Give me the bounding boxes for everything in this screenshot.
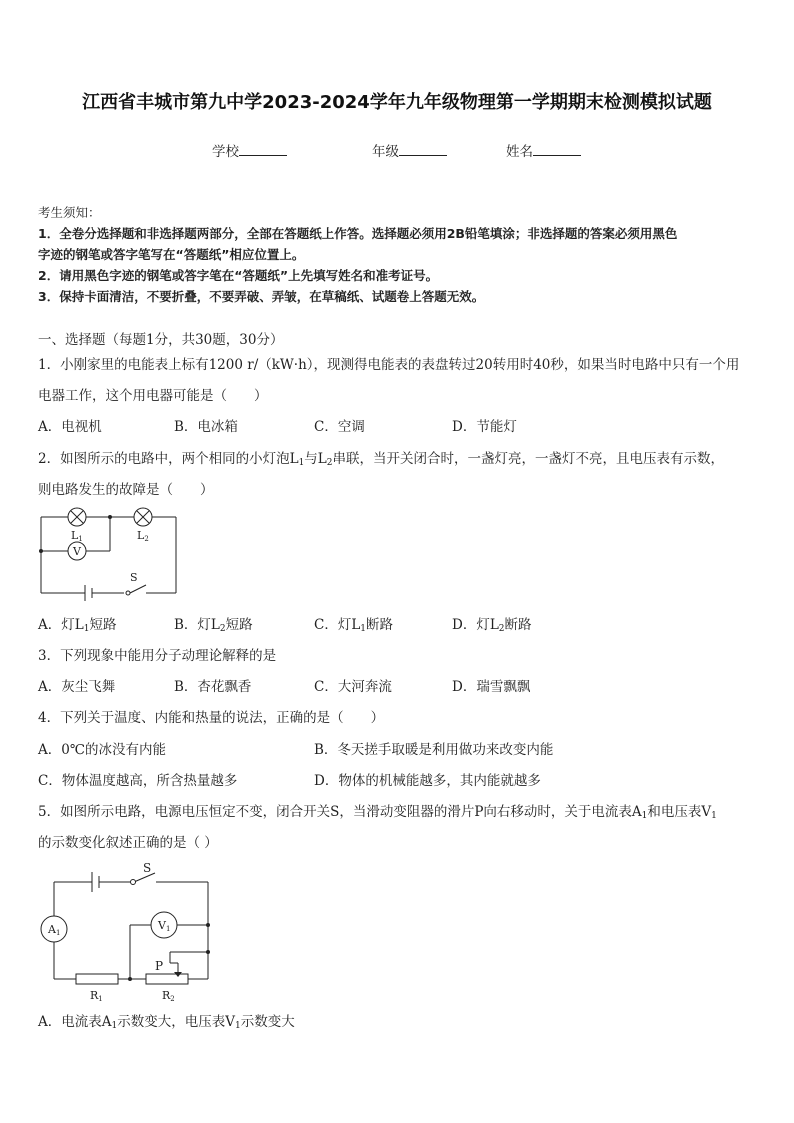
- q1-option-d[interactable]: D．节能灯: [452, 419, 517, 435]
- q5-junction-bottom: [128, 977, 132, 981]
- page-title: 江西省丰城市第九中学2023-2024学年九年级物理第一学期期末检测模拟试题: [82, 92, 712, 113]
- q2-option-d[interactable]: D．灯$L_2$断路: [452, 617, 532, 634]
- notice-heading: 考生须知：: [38, 205, 101, 220]
- q2-text-line2: 则电路发生的故障是（ ）: [38, 482, 214, 498]
- q2-option-c[interactable]: C．灯$L_1$断路: [314, 617, 394, 634]
- school-field[interactable]: [212, 140, 287, 160]
- q2-circuit-diagram: [38, 504, 180, 604]
- q4-option-a[interactable]: A．0℃的冰没有内能: [38, 742, 166, 758]
- q2-l2-label: L2: [137, 529, 149, 543]
- q5-r1-label: R1: [90, 989, 103, 1003]
- q5-switch-contact: [131, 880, 136, 885]
- notice-item-1: 1．全卷分选择题和非选择题两部分，全部在答题纸上作答。选择题必须用2B铅笔填涂；非选择题的答案必须用黑色: [38, 226, 678, 241]
- notice-item-3: 3．保持卡面清洁，不要折叠，不要弄破、弄皱，在草稿纸、试题卷上答题无效。: [38, 289, 485, 304]
- q5-text-line2: 的示数变化叙述正确的是（ ）: [38, 835, 218, 851]
- q5-text-line1: 5．如图所示电路，电源电压恒定不变，闭合开关S，当滑动变阻器的滑片P向右移动时，关于电流表$A_1$和电压表$V_1$: [38, 804, 717, 821]
- q3-text: 3．下列现象中能用分子动理论解释的是: [38, 648, 277, 664]
- q1-option-b[interactable]: B．电冰箱: [174, 419, 238, 435]
- section-heading: 一、选择题（每题1分，共30题，30分）: [38, 332, 284, 348]
- school-label: 学校: [212, 144, 239, 160]
- q4-option-d[interactable]: D．物体的机械能越多，其内能就越多: [314, 773, 541, 789]
- q4-option-b[interactable]: B．冬天搓手取暖是利用做功来改变内能: [314, 742, 554, 758]
- q2-switch-contact: [126, 591, 130, 595]
- q3-option-b[interactable]: B．杏花飘香: [174, 679, 252, 695]
- q2-text-line1: 2．如图所示的电路中，两个相同的小灯泡$L_1$与$L_2$串联，当开关闭合时，一盏灯亮，一盏灯不亮，且电压表有示数，: [38, 451, 724, 468]
- q3-option-d[interactable]: D．瑞雪飘飘: [452, 679, 531, 695]
- q4-text: 4．下列关于温度、内能和热量的说法，正确的是（ ）: [38, 710, 385, 726]
- school-blank[interactable]: [239, 143, 287, 156]
- q2-l1-label: L1: [71, 529, 83, 543]
- q5-junction-right: [206, 923, 210, 927]
- q2-option-a[interactable]: A．灯$L_1$短路: [38, 617, 117, 634]
- name-blank[interactable]: [533, 143, 581, 156]
- q5-r2-label: R2: [162, 989, 175, 1003]
- q2-switch-label: S: [130, 571, 138, 584]
- q3-option-c[interactable]: C．大河奔流: [314, 679, 392, 695]
- q5-switch-label: S: [143, 861, 152, 875]
- q1-text-line1: 1．小刚家里的电能表上标有1200 r/（kW·h），现测得电能表的表盘转过20转用时40秒，如果当时电路中只有一个用: [38, 357, 740, 373]
- name-label: 姓名: [506, 144, 533, 160]
- name-field[interactable]: [506, 140, 581, 160]
- q1-option-a[interactable]: A．电视机: [38, 419, 102, 435]
- q1-text-line2: 电器工作，这个用电器可能是（ ）: [38, 388, 268, 404]
- q2-junction-left: [39, 549, 43, 553]
- q2-voltmeter-label: V: [73, 545, 81, 558]
- grade-label: 年级: [372, 144, 399, 160]
- q5-slider-label: P: [155, 959, 164, 973]
- grade-field[interactable]: [372, 140, 447, 160]
- q4-option-c[interactable]: C．物体温度越高，所含热量越多: [38, 773, 238, 789]
- q5-junction-slider: [206, 950, 210, 954]
- q5-option-a[interactable]: A．电流表$A_1$示数变大，电压表$V_1$示数变大: [38, 1014, 295, 1031]
- notice-item-1-cont: 字迹的钢笔或答字笔写在“答题纸”相应位置上。: [38, 247, 305, 262]
- notice-item-2: 2．请用黑色字迹的钢笔或答字笔在“答题纸”上先填写姓名和准考证号。: [38, 268, 439, 283]
- q5-ammeter-label: A1: [48, 923, 61, 937]
- q1-option-c[interactable]: C．空调: [314, 419, 365, 435]
- q5-voltmeter-label: V1: [158, 919, 171, 933]
- grade-blank[interactable]: [399, 143, 447, 156]
- q2-junction-top: [108, 515, 112, 519]
- q5-circuit-diagram: [38, 858, 220, 1004]
- q3-option-a[interactable]: A．灰尘飞舞: [38, 679, 116, 695]
- q2-option-b[interactable]: B．灯$L_2$短路: [174, 617, 253, 634]
